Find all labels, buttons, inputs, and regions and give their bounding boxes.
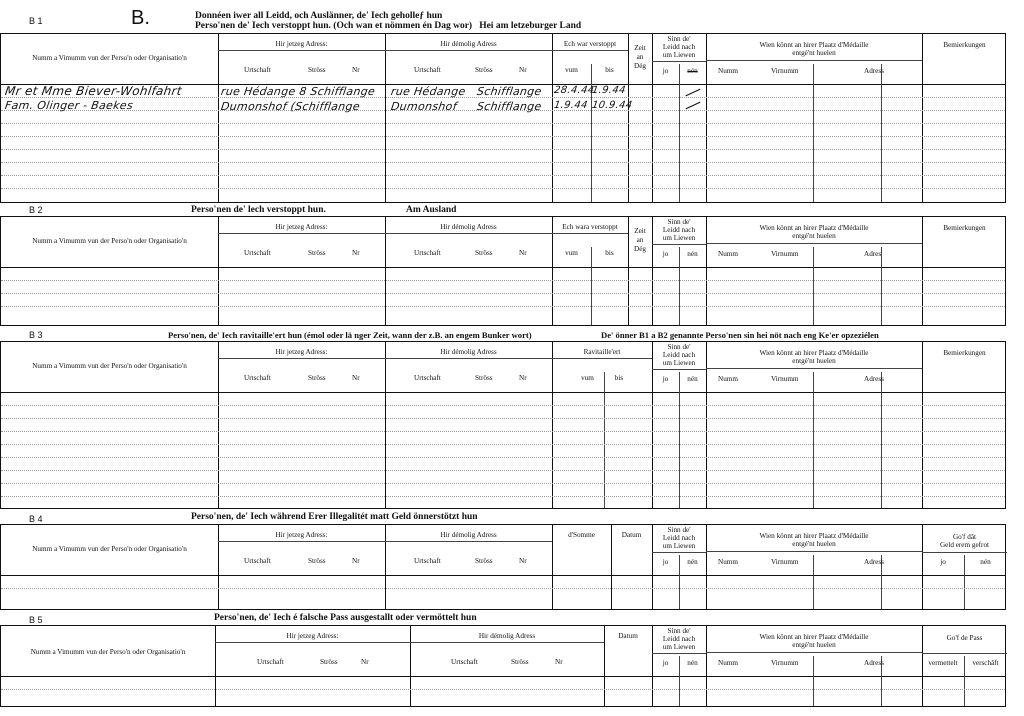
b5-gof-pass: Go'f de Pass — [946, 634, 983, 642]
b3-liewen: um Liewen — [662, 359, 696, 367]
b1-row2-to: 10.9.44 — [591, 100, 634, 111]
b3-nen: nén — [687, 375, 698, 383]
b1-row1-to: 1.9.44 — [591, 85, 627, 96]
b4-nen: nén — [687, 558, 698, 566]
b1-row2-from: 1.9.44 — [553, 100, 589, 111]
b5-leidd: Leidd nach — [662, 635, 696, 643]
b2-numm: Numm — [718, 250, 738, 258]
b4-code: B 4 — [29, 514, 43, 524]
b2-bemierkungen: Bemierkungen — [943, 224, 986, 232]
b1-hidden-header: Ech war verstoppt — [563, 40, 617, 48]
b2-title-right: Am Ausland — [406, 205, 457, 215]
b3-former-address-header: Hir démolig Adress — [440, 348, 497, 356]
b5-adress: Adress — [864, 659, 884, 667]
b4-entg: entgé'nt huelen — [792, 540, 836, 548]
b3-virnumm: Virnumm — [771, 375, 799, 383]
b5-nen: nén — [687, 659, 698, 667]
b5-current-address-header: Hir jetzeg Adress: — [286, 632, 339, 640]
b2-zeit: Zeit — [634, 227, 646, 235]
b4-old-urtschaft: Urtschaft — [414, 557, 441, 565]
b1-deg: Dég — [634, 62, 646, 70]
b3-old-stross: Ströss — [475, 374, 493, 382]
b1-row1-cur: rue Hédange 8 Schifflange — [220, 85, 376, 98]
b2-name-header: Numm a Vimumm vun der Perso'n oder Organisatio'n — [32, 237, 187, 245]
b3-entg: entgé'nt huelen — [792, 357, 836, 365]
b5-jo: jo — [662, 659, 669, 667]
b1-bis: bis — [605, 66, 614, 74]
b5-sinn: Sinn de' — [667, 627, 691, 635]
b3-table — [0, 341, 1006, 509]
b4-gof-nen: nén — [980, 558, 991, 566]
b1-code: B 1 — [29, 16, 43, 26]
b1-row2-old-place: Dumonshof — [390, 100, 458, 113]
b2-cur-nr: Nr — [352, 249, 360, 257]
b4-geld: Geld erem gefrot — [939, 541, 990, 549]
b5-cur-stross: Ströss — [320, 658, 338, 666]
b5-datum-header: Datum — [618, 632, 638, 640]
b1-zeit: Zeit — [634, 44, 646, 52]
b1-bemierkungen: Bemierkungen — [943, 41, 986, 49]
b4-sinn: Sinn de' — [667, 526, 691, 534]
b1-leidd: Leidd nach — [662, 43, 696, 51]
b1-jo: jo — [662, 67, 669, 75]
b3-sinn: Sinn de' — [667, 343, 691, 351]
b1-old-urtschaft: Urtschaft — [414, 66, 441, 74]
b1-cur-stross: Ströss — [308, 66, 326, 74]
b4-title: Perso'nen, de' Iech während Erer Illegalitét matt Geld önnerstötzt hun — [191, 512, 478, 522]
b3-name-header: Numm a Vimumm vun der Perso'n oder Organisatio'n — [32, 362, 187, 370]
b1-wien: Wien könnt an hirer Plaatz d'Médaille — [759, 41, 869, 49]
b4-name-header: Numm a Vimumm vun der Perso'n oder Organisatio'n — [32, 545, 187, 553]
b2-leidd: Leidd nach — [662, 226, 696, 234]
b5-numm: Numm — [718, 659, 738, 667]
b4-virnumm: Virnumm — [771, 558, 799, 566]
b4-former-address-header: Hir démolig Adress — [440, 531, 497, 539]
b4-wien: Wien könnt an hirer Plaatz d'Médaille — [759, 532, 869, 540]
b1-vum: vum — [565, 66, 578, 74]
b1-row1-old-street: Schifflange — [476, 85, 543, 98]
b2-hidden-header: Ech wara verstoppt — [562, 223, 618, 231]
b5-title: Perso'nen, de' Iech é falsche Pass ausgestallt oder vermöttelt hun — [214, 613, 477, 623]
b3-cur-urtschaft: Urtschaft — [244, 374, 271, 382]
b4-jo: jo — [662, 558, 669, 566]
b4-cur-urtschaft: Urtschaft — [244, 557, 271, 565]
b1-row2-check-mark — [686, 102, 701, 110]
b1-virnumm: Virnumm — [771, 67, 799, 75]
b1-liewen: um Liewen — [662, 51, 696, 59]
b1-row1-name: Mr et Mme Biever-Wohlfahrt — [4, 84, 183, 98]
b1-row2-old-street: Schifflange — [476, 100, 543, 113]
b3-title: Perso'nen, de' Iech ravitaille'ert hun (émol oder lä nger Zeit, wann der z.B. an engem Bunker wort) — [168, 330, 532, 340]
b3-old-urtschaft: Urtschaft — [414, 374, 441, 382]
b1-adress: Adress — [864, 67, 884, 75]
b3-vum: vum — [581, 374, 594, 382]
b4-cur-nr: Nr — [352, 557, 360, 565]
b1-title-line2: Perso'nen de' Iech verstoppt hun. (Och wan et nömmen én Dag wor) Hei am letzeburger Land — [195, 21, 582, 31]
b5-name-header: Numm a Vimumm vun der Perso'n oder Organisatio'n — [30, 648, 186, 656]
b1-title — [195, 11, 581, 31]
b1-name-header: Numm a Vimumm vun der Perso'n oder Organisatio'n — [32, 54, 187, 62]
b1-old-stross: Ströss — [475, 66, 493, 74]
b1-row2-name: Fam. Olinger - Baekes — [4, 99, 134, 112]
b2-old-urtschaft: Urtschaft — [414, 249, 441, 257]
b5-table — [0, 625, 1006, 707]
b3-adress: Adress — [864, 375, 884, 383]
b2-cur-urtschaft: Urtschaft — [244, 249, 271, 257]
b4-cur-stross: Ströss — [308, 557, 326, 565]
b2-old-stross: Ströss — [475, 249, 493, 257]
b4-liewen: um Liewen — [662, 542, 696, 550]
b2-nen: nén — [687, 250, 698, 258]
b1-nen: nén — [687, 67, 698, 75]
b2-current-address-header: Hir jetzeg Adress: — [275, 223, 328, 231]
b2-entg: entgé'nt huelen — [792, 232, 836, 240]
b1-table — [0, 33, 1006, 203]
b5-cur-urtschaft: Urtschaft — [257, 658, 284, 666]
b3-bemierkungen: Bemierkungen — [943, 349, 986, 357]
b4-numm: Numm — [718, 558, 738, 566]
b3-code: B 3 — [29, 330, 43, 340]
b5-verschaft: verschâft — [972, 659, 999, 667]
b5-old-stross: Ströss — [511, 658, 529, 666]
b3-old-nr: Nr — [519, 374, 527, 382]
b4-datum-header: Datum — [621, 531, 642, 539]
b4-current-address-header: Hir jetzeg Adress: — [275, 531, 328, 539]
b3-cur-nr: Nr — [352, 374, 360, 382]
b3-cur-stross: Ströss — [308, 374, 326, 382]
b5-former-address-header: Hir démolig Adress — [478, 632, 536, 640]
b1-cur-urtschaft: Urtschaft — [244, 66, 271, 74]
b2-liewen: um Liewen — [662, 234, 696, 242]
b5-virnumm: Virnumm — [771, 659, 799, 667]
b2-table — [0, 216, 1006, 326]
b1-title-line1: Donnéen iwer all Leidd, och Auslänner, de' Iech geholleƒ hun — [195, 11, 443, 21]
b1-sinn: Sinn de' — [667, 35, 691, 43]
b4-adress: Adress — [864, 558, 884, 566]
form-letter: B. — [131, 7, 150, 29]
b1-row1-from: 28.4.44 — [553, 85, 596, 96]
b4-gof-jo: jo — [940, 558, 946, 566]
b2-an: an — [636, 236, 644, 244]
b2-vum: vum — [565, 249, 578, 257]
b5-entg: entgé'nt huelen — [792, 641, 836, 649]
b1-row1-old-place: rue Hédange — [390, 85, 467, 98]
b2-sinn: Sinn de' — [667, 218, 691, 226]
b1-row2-cur: Dumonshof (Schifflange — [220, 100, 361, 113]
b5-old-nr: Nr — [555, 658, 563, 666]
b3-bis: bis — [614, 374, 624, 382]
b5-cur-nr: Nr — [361, 658, 369, 666]
b1-current-address-header: Hir jetzeg Adress: — [275, 40, 328, 48]
b4-old-stross: Ströss — [475, 557, 493, 565]
b5-vermettelt: vermettelt — [928, 659, 958, 667]
b4-leidd: Leidd nach — [662, 534, 696, 542]
b3-numm: Numm — [718, 375, 738, 383]
b3-leidd: Leidd nach — [662, 351, 696, 359]
b2-former-address-header: Hir démolig Adress — [440, 223, 497, 231]
b3-jo: jo — [662, 375, 669, 383]
b5-old-urtschaft: Urtschaft — [451, 658, 478, 666]
b5-liewen: um Liewen — [662, 643, 696, 651]
b3-wien: Wien könnt an hirer Plaatz d'Médaille — [759, 349, 869, 357]
b2-wien: Wien könnt an hirer Plaatz d'Médaille — [759, 224, 869, 232]
b2-cur-stross: Ströss — [308, 249, 326, 257]
b1-numm: Numm — [718, 67, 738, 75]
b2-deg: Dég — [634, 245, 646, 253]
b4-old-nr: Nr — [519, 557, 527, 565]
b3-ravit-header: Ravitaille'ert — [583, 348, 621, 356]
b3-title-right: De' önner B1 a B2 genannte Perso'nen sin hei nöt nach eng Ke'er opzeziélen — [601, 330, 879, 340]
b1-entg: entgé'nt huelen — [792, 49, 836, 57]
b2-code: B 2 — [29, 205, 43, 215]
b3-current-address-header: Hir jetzeg Adress: — [275, 348, 328, 356]
b2-adress: Adres — [864, 250, 882, 258]
b5-wien: Wien könnt an hirer Plaatz d'Médaille — [759, 633, 869, 641]
b2-bis: bis — [605, 249, 614, 257]
b1-old-nr: Nr — [519, 66, 527, 74]
b2-virnumm: Virnumm — [771, 250, 799, 258]
b4-table — [0, 524, 1006, 610]
b5-code: B 5 — [29, 615, 43, 625]
b1-row1-check-mark — [686, 89, 701, 97]
b2-jo: jo — [662, 250, 669, 258]
b1-an: an — [636, 53, 644, 61]
b2-title: Perso'nen de' lech verstoppt hun. — [191, 205, 326, 215]
b2-old-nr: Nr — [519, 249, 527, 257]
b4-somme-header: d'Somme — [568, 531, 595, 539]
b1-former-address-header: Hir démolig Adress — [440, 40, 497, 48]
b4-gof: Go'f dât — [952, 533, 977, 541]
b1-cur-nr: Nr — [352, 66, 360, 74]
